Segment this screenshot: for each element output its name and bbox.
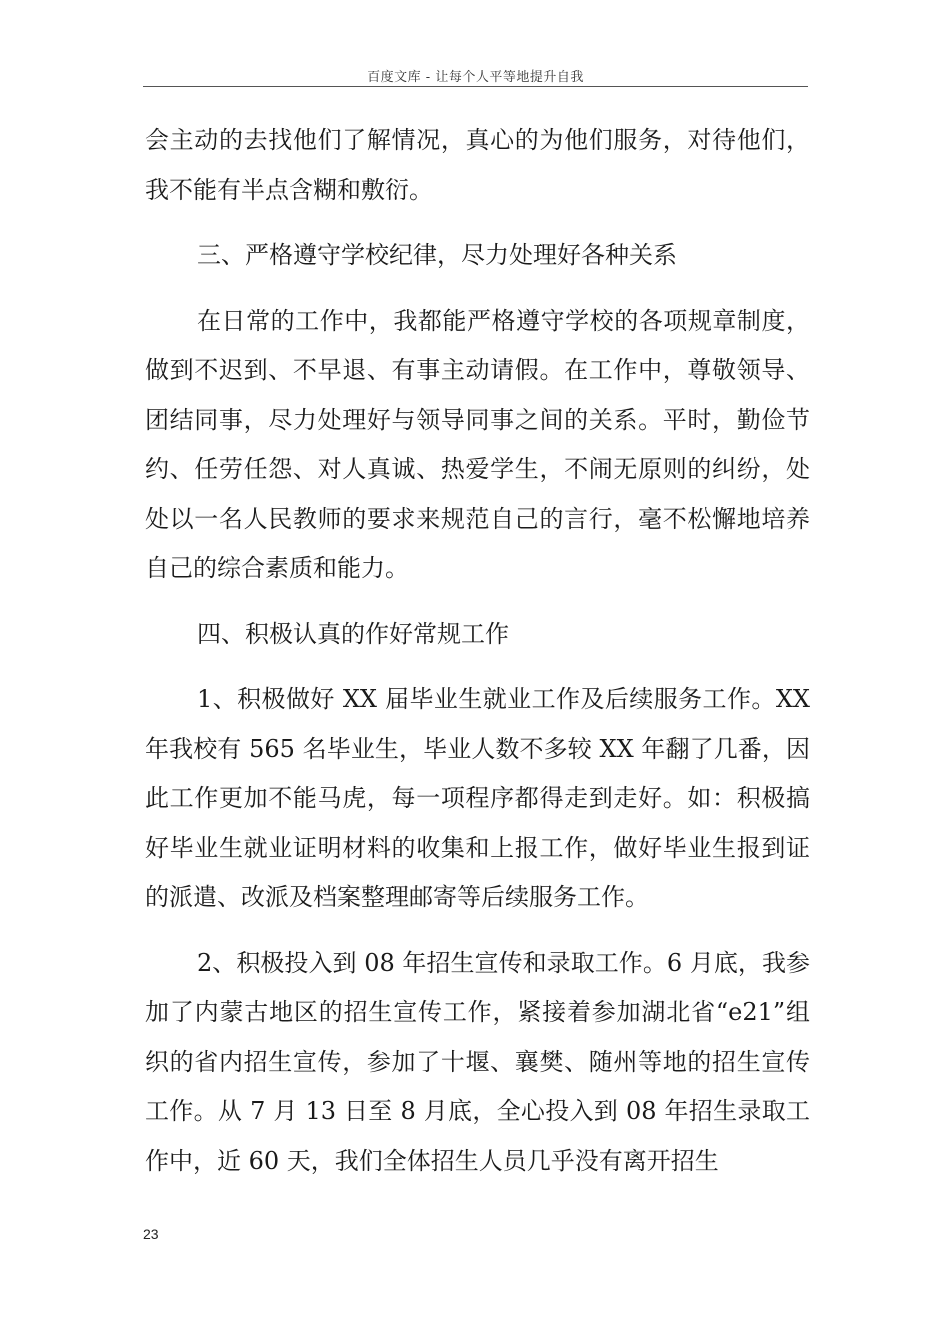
document-header: 百度文库 - 让每个人平等地提升自我 (367, 70, 584, 85)
page-number: 23 (143, 1226, 159, 1242)
section-heading-3: 三、严格遵守学校纪律，尽力处理好各种关系 (197, 241, 677, 269)
document-body (145, 116, 810, 1186)
section-heading-4: 四、积极认真的作好常规工作 (197, 619, 509, 648)
header-divider (143, 86, 808, 87)
paragraph-continuation: 会主动的去找他们了解情况，真心的为他们服务，对待他们，我不能有半点含糊和敷衍。 (145, 126, 810, 204)
paragraph-admissions: 2、积极投入到 08 年招生宣传和录取工作。6 月底，我参加了内蒙古地区的招生宣传工作，紧接着参加湖北省“e21”组织的省内招生宣传，参加了十堰、襄樊、随州等地的招生宣传工作。从 7 月 13 日至 8 月底，全心投入到 08 年招生录取工作中，近 60 天，我们全体招生人员几乎没有离开招生 (145, 948, 810, 1175)
paragraph-graduate-employment: 1、积极做好 XX 届毕业生就业工作及后续服务工作。XX 年我校有 565 名毕业生，毕业人数不多较 XX 年翻了几番，因此工作更加不能马虎，每一项程序都得走到走好。如：积极搞好毕业生就业证明材料的收集和上报工作，做好毕业生报到证的派遣、改派及档案整理邮寄等后续服务工作。 (145, 685, 810, 911)
paragraph-discipline: 在日常的工作中，我都能严格遵守学校的各项规章制度，做到不迟到、不早退、有事主动请假。在工作中，尊敬领导、团结同事，尽力处理好与领导同事之间的关系。平时，勤俭节约、任劳任怨、对人真诚、热爱学生，不闹无原则的纠纷，处处以一名人民教师的要求来规范自己的言行，毫不松懈地培养自己的综合素质和能力。 (145, 306, 810, 582)
